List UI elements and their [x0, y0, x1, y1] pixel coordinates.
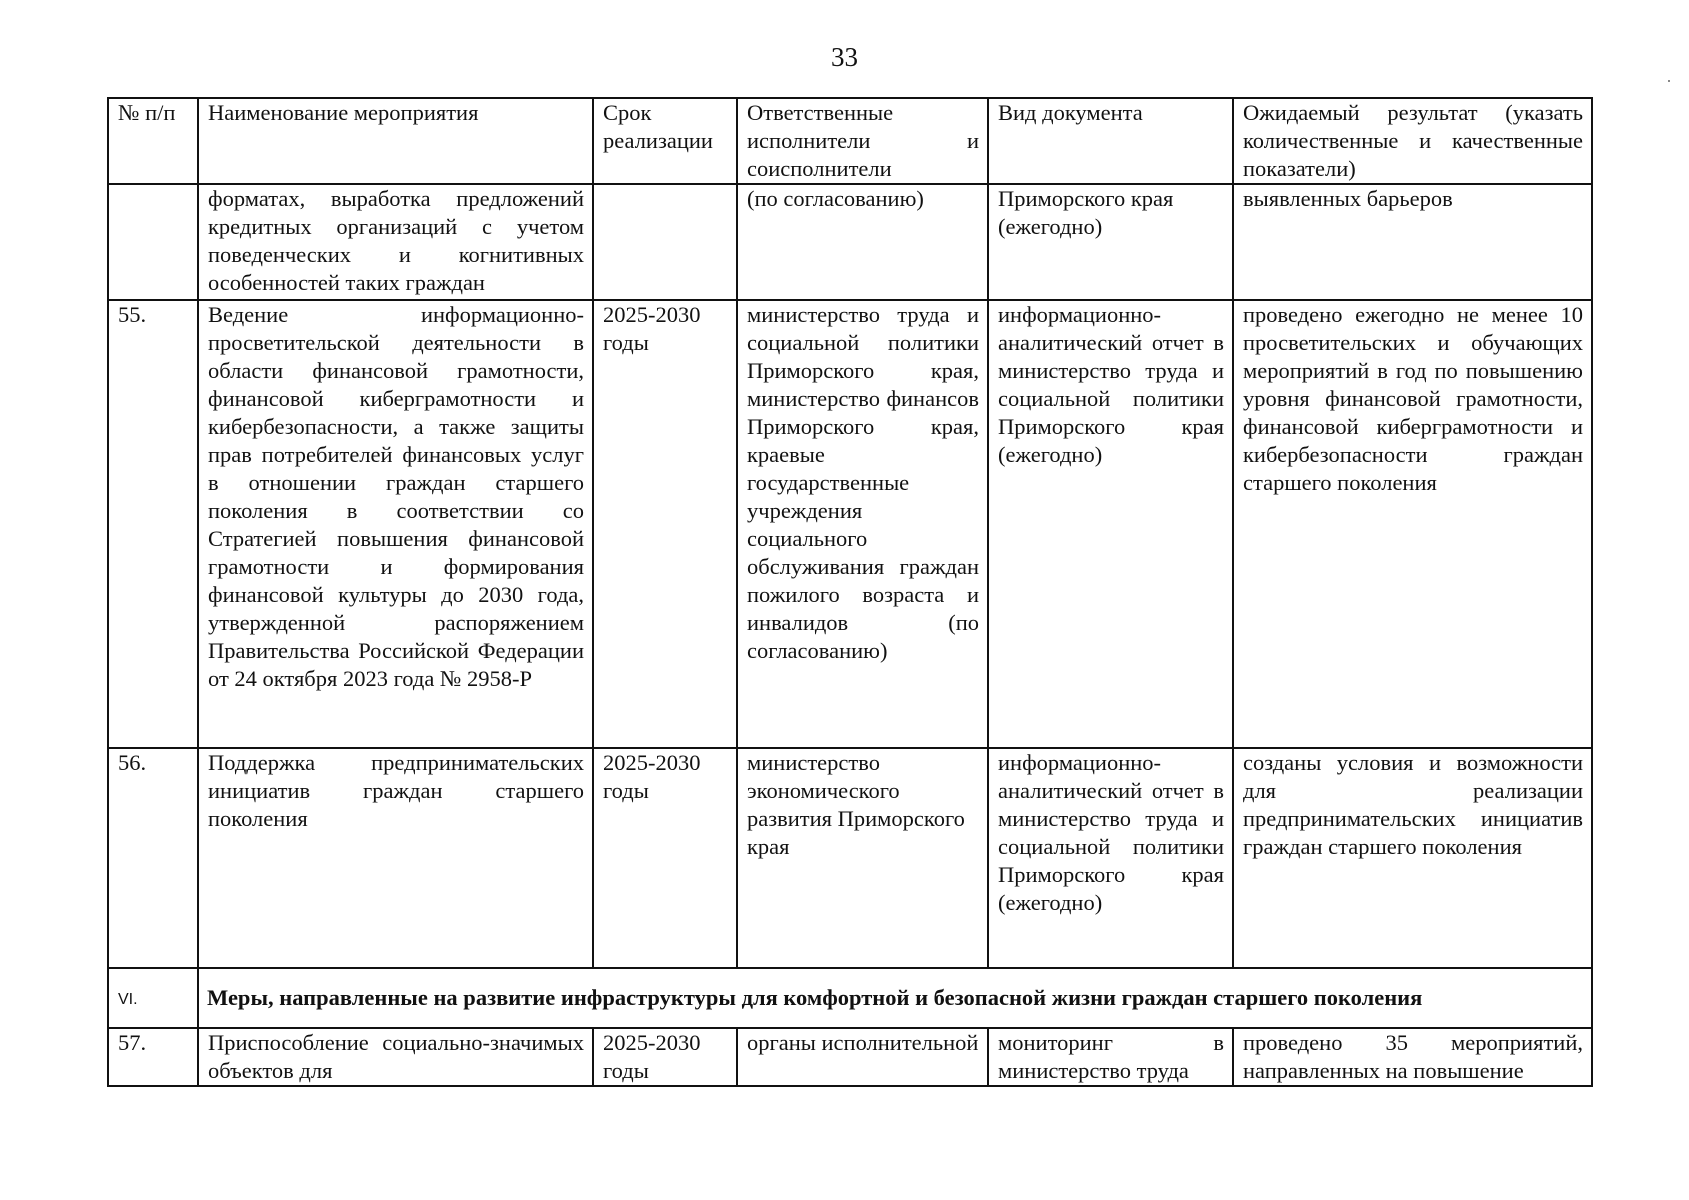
header-responsible: Ответственные исполнители и соисполнители [737, 98, 988, 184]
scan-speck [1668, 80, 1670, 82]
row-name: Поддержка предпринимательских инициатив граждан старшего поколения [198, 748, 593, 968]
row-term [593, 184, 737, 300]
row-responsible: органы исполнительной [737, 1028, 988, 1086]
header-result: Ожидаемый результат (указать количественные и качественные показатели) [1233, 98, 1592, 184]
row-responsible: министерство экономического развития Приморского края [737, 748, 988, 968]
row-name: Приспособление социально-значимых объектов для [198, 1028, 593, 1086]
section-number: VI. [118, 990, 138, 1008]
table-row [108, 1028, 1592, 1086]
row-num: 57. [108, 1028, 198, 1086]
section-row [108, 968, 1592, 1028]
row-document: информационно-аналитический отчет в министерство труда и социальной политики Приморского края (ежегодно) [988, 748, 1233, 968]
measures-table [107, 97, 1593, 1087]
row-document: Приморского края (ежегодно) [988, 184, 1233, 300]
row-responsible: (по согласованию) [737, 184, 988, 300]
section-title: Меры, направленные на развитие инфраструктуры для комфортной и безопасной жизни граждан старшего поколения [198, 968, 1592, 1028]
row-num [108, 184, 198, 300]
row-result: созданы условия и возможности для реализации предпринимательских инициатив граждан старшего поколения [1233, 748, 1592, 968]
table-row [108, 748, 1592, 968]
table-row [108, 300, 1592, 748]
row-name: форматах, выработка предложений кредитных организаций с учетом поведенческих и когнитивных особенностей таких граждан [198, 184, 593, 300]
row-result: выявленных барьеров [1233, 184, 1592, 300]
row-document: мониторинг в министерство труда [988, 1028, 1233, 1086]
row-term: 2025-2030 годы [593, 748, 737, 968]
row-term: 2025-2030 годы [593, 1028, 737, 1086]
row-result: проведено 35 мероприятий, направленных на повышение [1233, 1028, 1592, 1086]
header-num: № п/п [108, 98, 198, 184]
table-header-row [108, 98, 1592, 184]
row-document: информационно-аналитический отчет в министерство труда и социальной политики Приморского края (ежегодно) [988, 300, 1233, 748]
header-name: Наименование мероприятия [198, 98, 593, 184]
row-term: 2025-2030 годы [593, 300, 737, 748]
row-responsible: министерство труда и социальной политики Приморского края, министерство финансов Приморского края, краевые государственные учреждения социального обслуживания граждан пожилого возраста и инвалидов (по согласованию) [737, 300, 988, 748]
section-number-cell [108, 968, 198, 1028]
row-name: Ведение информационно-просветительской деятельности в области финансовой грамотности, финансовой киберграмотности и кибербезопасности, а также защиты прав потребителей финансовых услуг в отношении граждан старшего поколения в соответствии со Стратегией повышения финансовой грамотности и формирования финансовой культуры до 2030 года, утвержденной распоряжением Правительства Российской Федерации от 24 октября 2023 года № 2958-Р [198, 300, 593, 748]
row-result: проведено ежегодно не менее 10 просветительских и обучающих мероприятий в год по повышению уровня финансовой грамотности, финансовой киберграмотности и кибербезопасности граждан старшего поколения [1233, 300, 1592, 748]
header-term: Срок реализации [593, 98, 737, 184]
page-number: 33 [831, 42, 858, 72]
row-num: 55. [108, 300, 198, 748]
table-row [108, 184, 1592, 300]
row-num: 56. [108, 748, 198, 968]
header-document: Вид документа [988, 98, 1233, 184]
